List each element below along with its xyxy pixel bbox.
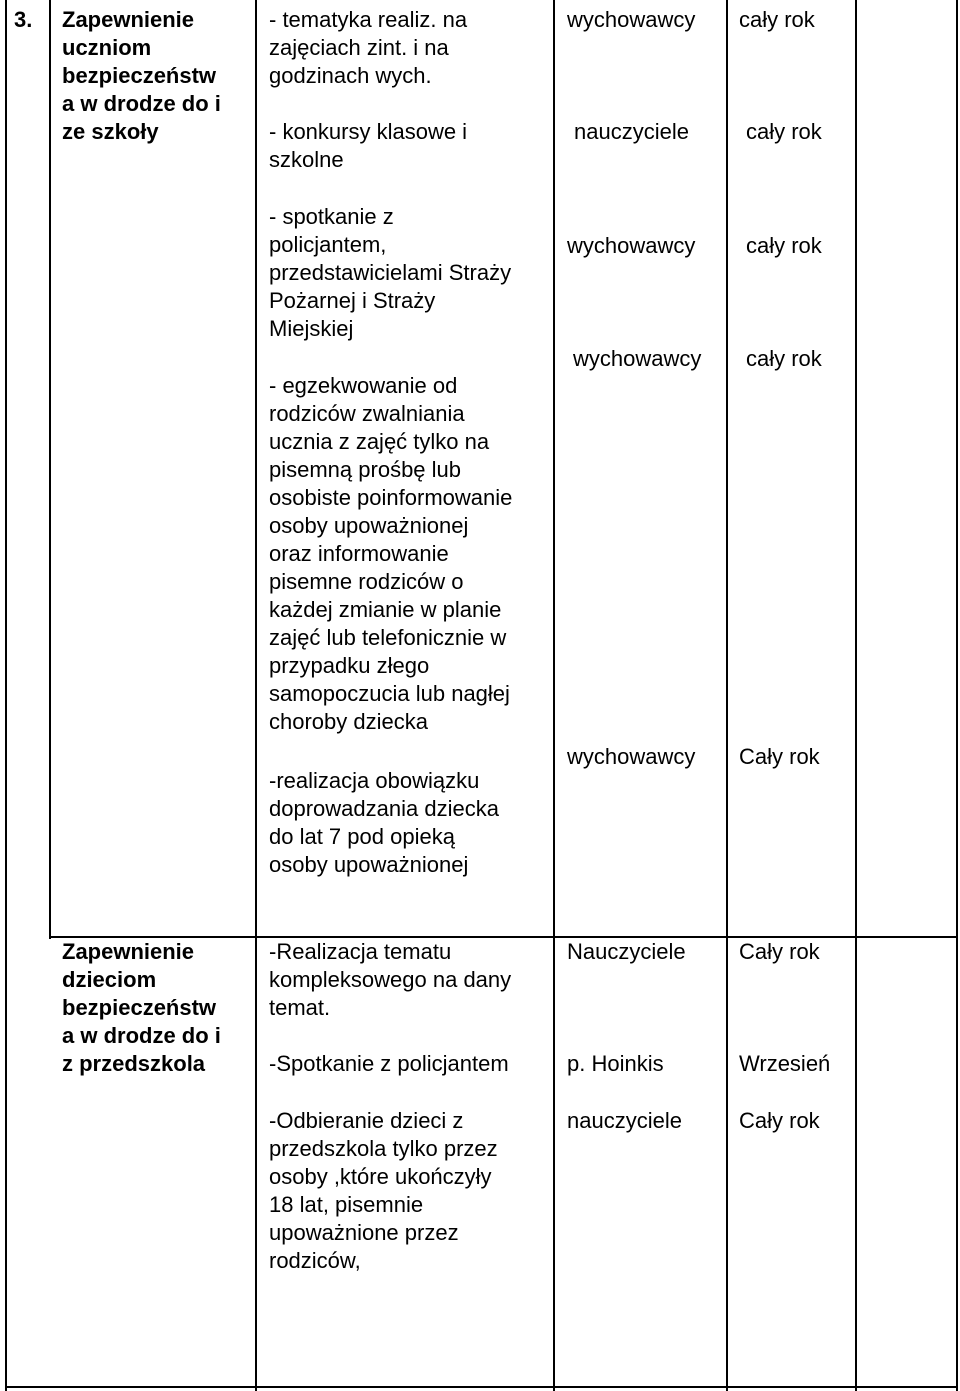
grid-line <box>855 0 857 1391</box>
time-frame: cały rok <box>739 7 815 32</box>
activity-item: - tematyka realiz. na zajęciach zint. i na godzinach wych. <box>269 7 468 88</box>
time-frame: Cały rok <box>739 744 820 769</box>
activity-item: -realizacja obowiązku doprowadzania dziecka do lat 7 pod opieką osoby upoważnionej <box>269 768 499 877</box>
responsible-person: nauczyciele <box>567 1108 682 1133</box>
grid-line <box>726 0 728 1391</box>
activity-item: - egzekwowanie od rodziców zwalniania ucznia z zajęć tylko na pisemną prośbę lub osobiste poinformowanie osoby upoważnionej oraz informowanie pisemne rodziców o każdej zmianie w planie zajęć lub telefonicznie w przypadku złego samopoczucia lub nagłej choroby dziecka <box>269 373 513 734</box>
topic-cell: Zapewnienie dzieciom bezpieczeństw a w drodze do i z przedszkola <box>62 939 221 1076</box>
grid-line <box>956 0 958 1391</box>
activity-item: - spotkanie z policjantem, przedstawicielami Straży Pożarnej i Straży Miejskiej <box>269 204 512 341</box>
row-number: 3. <box>14 7 33 32</box>
responsible-person: wychowawcy <box>573 346 702 371</box>
time-frame: Cały rok <box>739 1108 820 1133</box>
time-frame: cały rok <box>746 346 822 371</box>
time-frame: Wrzesień <box>739 1051 831 1076</box>
grid-line <box>553 0 555 1391</box>
activity-item: -Realizacja tematu kompleksowego na dany temat. <box>269 939 512 1020</box>
time-frame: Cały rok <box>739 939 820 964</box>
activity-item: -Odbieranie dzieci z przedszkola tylko przez osoby ,które ukończyły 18 lat, pisemnie upoważnione przez rodziców, <box>269 1108 498 1273</box>
responsible-person: wychowawcy <box>567 7 696 32</box>
grid-line <box>49 0 51 939</box>
time-frame: cały rok <box>746 233 822 258</box>
grid-line <box>5 0 7 1391</box>
activity-item: -Spotkanie z policjantem <box>269 1051 509 1076</box>
responsible-person: Nauczyciele <box>567 939 686 964</box>
activity-item: - konkursy klasowe i szkolne <box>269 119 468 172</box>
responsible-person: p. Hoinkis <box>567 1051 664 1076</box>
responsible-person: nauczyciele <box>574 119 689 144</box>
responsible-person: wychowawcy <box>567 233 696 258</box>
responsible-person: wychowawcy <box>567 744 696 769</box>
table-bottom-border <box>5 1386 958 1388</box>
topic-cell: Zapewnienie uczniom bezpieczeństw a w drodze do i ze szkoły <box>62 7 221 144</box>
time-frame: cały rok <box>746 119 822 144</box>
grid-line <box>255 0 257 1391</box>
